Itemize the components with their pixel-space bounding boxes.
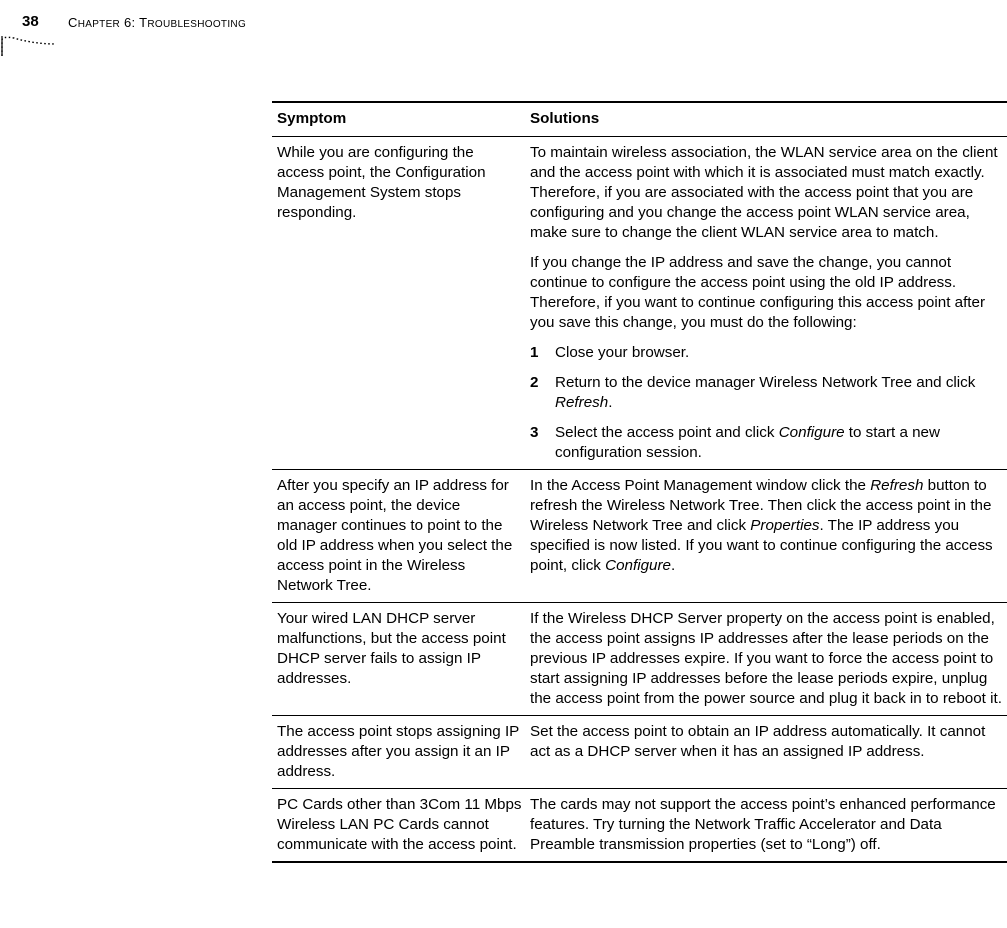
column-header-solutions: Solutions [530,110,600,127]
table-row [272,137,1007,470]
troubleshooting-table [272,101,1007,863]
symptom-cell: PC Cards other than 3Com 11 Mbps Wireless LAN PC Cards cannot communicate with the access point. [277,796,522,853]
symptom-cell: After you specify an IP address for an access point, the device manager continues to point to the old IP address when you select the access point in the Wireless Network Tree. [277,477,513,594]
step-number: 3 [530,424,539,441]
step-emphasis: Refresh [555,394,609,411]
step-text-end: to start a new configuration session. [555,424,940,461]
step-item [530,373,1007,413]
step-text: Select the access point and click [555,424,779,441]
symptom-cell: Your wired LAN DHCP server malfunctions, but the access point DHCP server fails to assign IP addresses. [277,610,506,687]
step-text: Return to the device manager Wireless Network Tree and click [555,374,976,391]
steps-list [530,343,1007,463]
step-number: 2 [530,374,539,391]
step-text-end: . [608,394,613,411]
solution-cell [526,137,1007,470]
symptom-cell: The access point stops assigning IP addresses after you assign it an IP address. [277,723,520,780]
step-item [530,423,1007,463]
table-row [272,603,1007,716]
solution-cell: If the Wireless DHCP Server property on the access point is enabled, the access point assigns IP addresses after the lease periods on the previous IP addresses expire. If you want to force the access point to start assigning IP addresses before the lease periods expire, unplug the access point from the power source and plug it back in to reboot it. [530,610,1002,707]
table-row [272,716,1007,789]
solution-paragraph: To maintain wireless association, the WLAN service area on the client and the access point with which it is associated must match exactly. Therefore, if you are associated with the access point that you are configuring and you change the access point WLAN service area, make sure to change the client WLAN service area to match. [530,144,998,241]
solution-cell: The cards may not support the access point’s enhanced performance features. Try turning the Network Traffic Accelerator and Data Preamble transmission properties (set to “Long”) off. [530,796,996,853]
solution-emphasis: Refresh [870,477,924,494]
table-header-row [272,102,1007,137]
chapter-title: CHAPTER 6: TROUBLESHOOTING [68,15,247,30]
column-header-symptom: Symptom [277,110,347,127]
solution-emphasis: Properties [750,517,820,534]
page-header [0,0,340,60]
solution-emphasis: Configure [605,557,671,574]
step-item [530,343,1007,363]
step-emphasis: Configure [778,424,845,441]
step-number: 1 [530,344,539,361]
solution-cell: In the Access Point Management window click the Refresh button to refresh the Wireless Network Tree. Then click the access point in the Wireless Network Tree and click Properties. The IP address you specified is now listed. If you want to continue configuring the access point, click Configure. [530,477,993,574]
step-text: Close your browser. [555,344,690,361]
solution-paragraph: If you change the IP address and save the change, you cannot continue to configure the access point using the old IP address. Therefore, if you want to continue configuring this access point after you save this change, you must do the following: [530,254,986,331]
solution-cell: Set the access point to obtain an IP address automatically. It cannot act as a DHCP server when it has an assigned IP address. [530,723,986,760]
header-dotted-curve [0,0,70,60]
table-row [272,470,1007,603]
page-number: 38 [22,13,39,30]
symptom-cell: While you are configuring the access point, the Configuration Management System stops responding. [277,144,486,221]
table-row [272,789,1007,863]
